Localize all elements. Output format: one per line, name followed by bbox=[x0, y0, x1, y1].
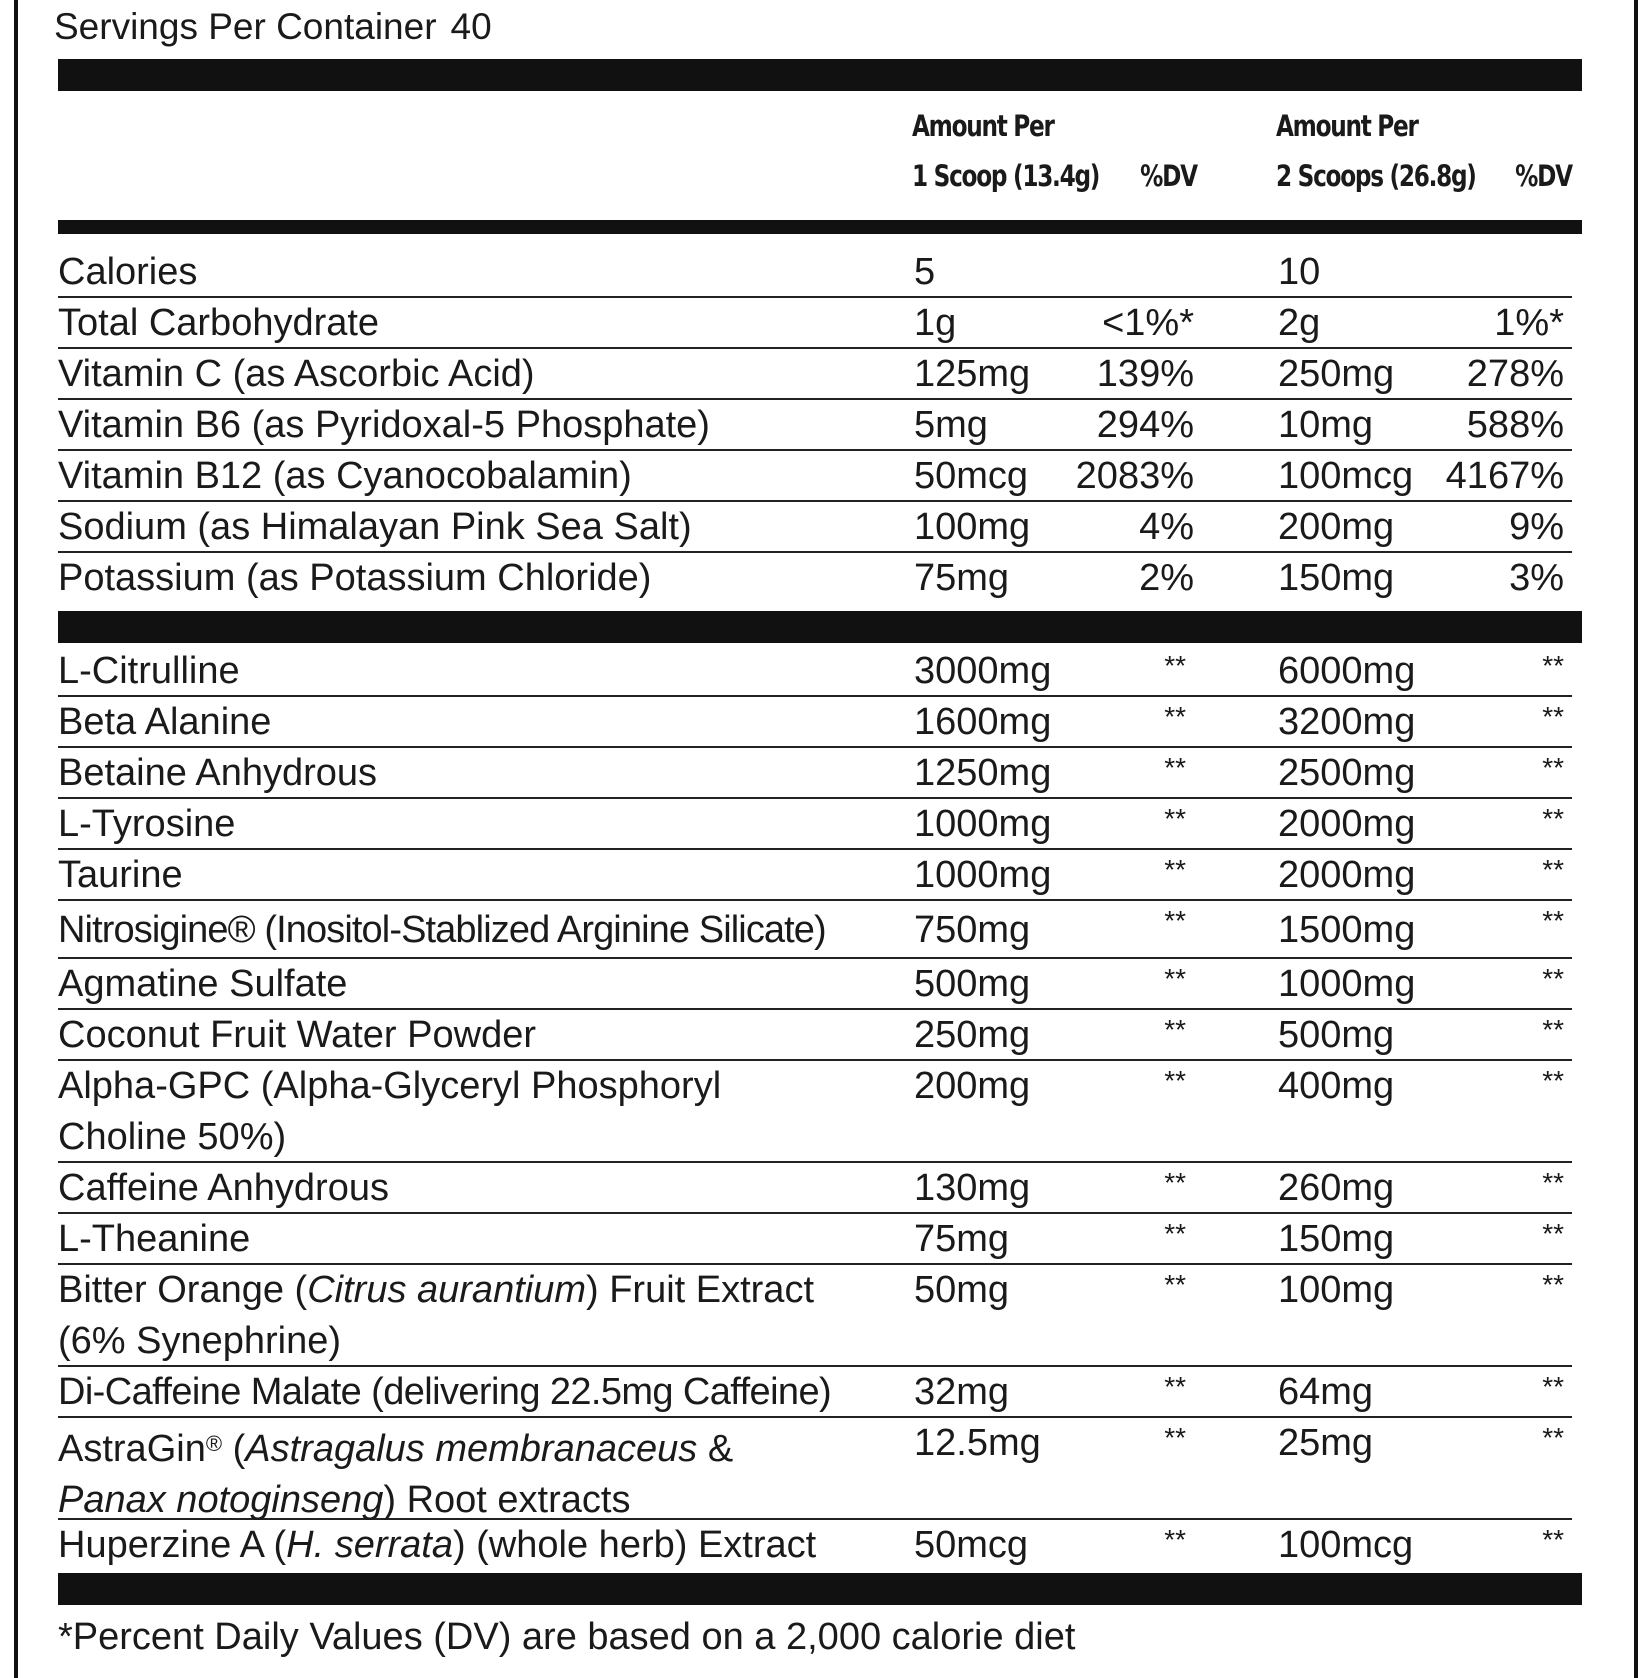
amount-2-scoops: 100mcg bbox=[1278, 455, 1414, 497]
amount-2-scoops: 10mg bbox=[1278, 404, 1374, 446]
amount-1-scoop: 200mg bbox=[914, 1065, 1031, 1107]
amount-1-scoop: 1000mg bbox=[914, 854, 1052, 896]
daily-value-footnote: *Percent Daily Values (DV) are based on a 2,000 calorie diet bbox=[58, 1616, 1076, 1658]
bottom-divider-bar bbox=[58, 1573, 1582, 1605]
dv-2-scoops: ** bbox=[1542, 701, 1564, 732]
nutrient-name: Vitamin B6 (as Pyridoxal-5 Phosphate) bbox=[58, 404, 710, 446]
amount-2-scoops: 2000mg bbox=[1278, 854, 1416, 896]
col2-header-line1: Amount Per bbox=[1276, 109, 1418, 143]
amount-1-scoop: 50mcg bbox=[914, 455, 1029, 497]
amount-2-scoops: 25mg bbox=[1278, 1422, 1374, 1464]
amount-1-scoop: 100mg bbox=[914, 506, 1031, 548]
ingredient-name: L-Theanine bbox=[58, 1218, 251, 1260]
amount-1-scoop: 250mg bbox=[914, 1014, 1031, 1056]
amount-2-scoops: 1500mg bbox=[1278, 909, 1416, 951]
dv-1-scoop: ** bbox=[1164, 803, 1186, 834]
dv-1-scoop: ** bbox=[1164, 1014, 1186, 1045]
amount-2-scoops: 150mg bbox=[1278, 1218, 1395, 1260]
ingredient-name: Beta Alanine bbox=[58, 701, 272, 743]
nutrient-name: Total Carbohydrate bbox=[58, 302, 380, 344]
amount-1-scoop: 12.5mg bbox=[914, 1422, 1041, 1464]
amount-2-scoops: 10 bbox=[1278, 251, 1321, 293]
amount-2-scoops: 100mcg bbox=[1278, 1524, 1414, 1566]
col1-header-line2: 1 Scoop (13.4g) bbox=[912, 159, 1100, 193]
amount-2-scoops: 1000mg bbox=[1278, 963, 1416, 1005]
col2-dv-header: %DV bbox=[1515, 159, 1572, 193]
col1-dv-header: %DV bbox=[1140, 159, 1197, 193]
servings-per-container bbox=[54, 2, 492, 52]
amount-1-scoop: 1000mg bbox=[914, 803, 1052, 845]
dv-2-scoops: ** bbox=[1542, 1269, 1564, 1300]
ingredient-row bbox=[58, 850, 1572, 901]
nutrient-row bbox=[58, 247, 1572, 298]
dv-1-scoop: 2% bbox=[1139, 557, 1194, 599]
amount-2-scoops: 100mg bbox=[1278, 1269, 1395, 1311]
nutrient-name: Vitamin B12 (as Cyanocobalamin) bbox=[58, 455, 632, 497]
dv-1-scoop: ** bbox=[1164, 905, 1186, 936]
amount-2-scoops: 250mg bbox=[1278, 353, 1395, 395]
dv-1-scoop: ** bbox=[1164, 1167, 1186, 1198]
dv-2-scoops: ** bbox=[1542, 1371, 1564, 1402]
amount-1-scoop: 75mg bbox=[914, 1218, 1010, 1260]
amount-2-scoops: 150mg bbox=[1278, 557, 1395, 599]
amount-1-scoop: 5 bbox=[914, 251, 936, 293]
dv-2-scoops: ** bbox=[1542, 1167, 1564, 1198]
ingredient-row bbox=[58, 1265, 1572, 1367]
dv-2-scoops: 3% bbox=[1509, 557, 1564, 599]
blend-divider-bar bbox=[58, 611, 1582, 643]
ingredient-name: Betaine Anhydrous bbox=[58, 752, 378, 794]
nutrient-name: Vitamin C (as Ascorbic Acid) bbox=[58, 353, 535, 395]
ingredient-name: Huperzine A (H. serrata) (whole herb) Extract bbox=[58, 1524, 817, 1566]
amount-1-scoop: 1g bbox=[914, 302, 957, 344]
ingredient-row bbox=[58, 1418, 1572, 1520]
ingredient-row bbox=[58, 748, 1572, 799]
dv-2-scoops: ** bbox=[1542, 1014, 1564, 1045]
dv-2-scoops: ** bbox=[1542, 752, 1564, 783]
dv-2-scoops: 1%* bbox=[1494, 302, 1564, 344]
servings-count: 40 bbox=[450, 6, 492, 47]
nutrient-name: Calories bbox=[58, 251, 198, 293]
col1-header-line1: Amount Per bbox=[912, 109, 1054, 143]
ingredient-name: L-Tyrosine bbox=[58, 803, 236, 845]
ingredient-name: AstraGin® (Astragalus membranaceus & Panax notoginseng) Root extracts bbox=[58, 1428, 734, 1521]
dv-2-scoops: ** bbox=[1542, 1218, 1564, 1249]
ingredient-row bbox=[58, 799, 1572, 850]
dv-2-scoops: ** bbox=[1542, 905, 1564, 936]
dv-2-scoops: ** bbox=[1542, 963, 1564, 994]
amount-1-scoop: 32mg bbox=[914, 1371, 1010, 1413]
nutrient-row bbox=[58, 298, 1572, 349]
top-divider-bar bbox=[58, 59, 1582, 91]
ingredient-name: Nitrosigine® (Inositol-Stablized Arginine Silicate) bbox=[58, 909, 826, 951]
amount-1-scoop: 750mg bbox=[914, 909, 1031, 951]
amount-2-scoops: 260mg bbox=[1278, 1167, 1395, 1209]
ingredient-name: Coconut Fruit Water Powder bbox=[58, 1014, 536, 1056]
nutrient-name: Sodium (as Himalayan Pink Sea Salt) bbox=[58, 506, 692, 548]
amount-1-scoop: 75mg bbox=[914, 557, 1010, 599]
nutrient-name: Potassium (as Potassium Chloride) bbox=[58, 557, 652, 599]
dv-1-scoop: 2083% bbox=[1075, 455, 1194, 497]
dv-1-scoop: ** bbox=[1164, 1269, 1186, 1300]
dv-2-scoops: ** bbox=[1542, 650, 1564, 681]
dv-1-scoop: ** bbox=[1164, 1065, 1186, 1096]
ingredient-name: Agmatine Sulfate bbox=[58, 963, 348, 1005]
dv-1-scoop: ** bbox=[1164, 650, 1186, 681]
nutrient-row bbox=[58, 502, 1572, 553]
ingredient-row bbox=[58, 697, 1572, 748]
dv-1-scoop: ** bbox=[1164, 1218, 1186, 1249]
nutrient-row bbox=[58, 553, 1572, 604]
amount-2-scoops: 2000mg bbox=[1278, 803, 1416, 845]
amount-2-scoops: 500mg bbox=[1278, 1014, 1395, 1056]
amount-1-scoop: 125mg bbox=[914, 353, 1031, 395]
dv-1-scoop: ** bbox=[1164, 1371, 1186, 1402]
ingredient-name: Caffeine Anhydrous bbox=[58, 1167, 389, 1209]
ingredient-row bbox=[58, 1061, 1572, 1163]
amount-1-scoop: 1250mg bbox=[914, 752, 1052, 794]
amount-2-scoops: 2500mg bbox=[1278, 752, 1416, 794]
col2-header-line2: 2 Scoops (26.8g) bbox=[1276, 159, 1476, 193]
dv-2-scoops: ** bbox=[1542, 1422, 1564, 1453]
dv-1-scoop: ** bbox=[1164, 1422, 1186, 1453]
dv-2-scoops: ** bbox=[1542, 803, 1564, 834]
dv-1-scoop: 4% bbox=[1139, 506, 1194, 548]
amount-1-scoop: 500mg bbox=[914, 963, 1031, 1005]
nutrient-row bbox=[58, 349, 1572, 400]
ingredient-row bbox=[58, 1214, 1572, 1265]
dv-2-scoops: ** bbox=[1542, 1524, 1564, 1555]
dv-1-scoop: ** bbox=[1164, 854, 1186, 885]
ingredient-name: L-Citrulline bbox=[58, 650, 240, 692]
ingredient-row bbox=[58, 1163, 1572, 1214]
amount-2-scoops: 64mg bbox=[1278, 1371, 1374, 1413]
amount-2-scoops: 3200mg bbox=[1278, 701, 1416, 743]
dv-2-scoops: ** bbox=[1542, 854, 1564, 885]
amount-2-scoops: 400mg bbox=[1278, 1065, 1395, 1107]
ingredient-name: Alpha-GPC (Alpha-Glyceryl Phosphoryl Choline 50%) bbox=[58, 1065, 722, 1158]
ingredient-name: Di-Caffeine Malate (delivering 22.5mg Caffeine) bbox=[58, 1371, 832, 1413]
ingredient-name: Bitter Orange (Citrus aurantium) Fruit Extract (6% Synephrine) bbox=[58, 1269, 815, 1362]
amount-1-scoop: 1600mg bbox=[914, 701, 1052, 743]
ingredient-row bbox=[58, 1010, 1572, 1061]
dv-2-scoops: ** bbox=[1542, 1065, 1564, 1096]
servings-label: Servings Per Container bbox=[54, 6, 437, 47]
ingredient-name: Taurine bbox=[58, 854, 183, 896]
ingredient-row bbox=[58, 1520, 1572, 1571]
dv-2-scoops: 4167% bbox=[1445, 455, 1564, 497]
dv-1-scoop: ** bbox=[1164, 1524, 1186, 1555]
amount-1-scoop: 50mcg bbox=[914, 1524, 1029, 1566]
dv-1-scoop: ** bbox=[1164, 752, 1186, 783]
amount-2-scoops: 200mg bbox=[1278, 506, 1395, 548]
nutrient-row bbox=[58, 400, 1572, 451]
nutrient-row bbox=[58, 451, 1572, 502]
amount-2-scoops: 2g bbox=[1278, 302, 1321, 344]
ingredient-row bbox=[58, 646, 1572, 697]
amount-2-scoops: 6000mg bbox=[1278, 650, 1416, 692]
dv-1-scoop: ** bbox=[1164, 963, 1186, 994]
dv-1-scoop: <1%* bbox=[1102, 302, 1194, 344]
ingredient-row bbox=[58, 1367, 1572, 1418]
dv-1-scoop: 294% bbox=[1096, 404, 1194, 446]
dv-1-scoop: ** bbox=[1164, 701, 1186, 732]
amount-1-scoop: 130mg bbox=[914, 1167, 1031, 1209]
dv-2-scoops: 278% bbox=[1466, 353, 1564, 395]
amount-1-scoop: 50mg bbox=[914, 1269, 1010, 1311]
amount-1-scoop: 3000mg bbox=[914, 650, 1052, 692]
dv-2-scoops: 9% bbox=[1509, 506, 1564, 548]
dv-2-scoops: 588% bbox=[1466, 404, 1564, 446]
ingredient-row bbox=[58, 901, 1572, 959]
header-divider-bar bbox=[58, 220, 1582, 234]
dv-1-scoop: 139% bbox=[1096, 353, 1194, 395]
amount-1-scoop: 5mg bbox=[914, 404, 988, 446]
ingredient-row bbox=[58, 959, 1572, 1010]
